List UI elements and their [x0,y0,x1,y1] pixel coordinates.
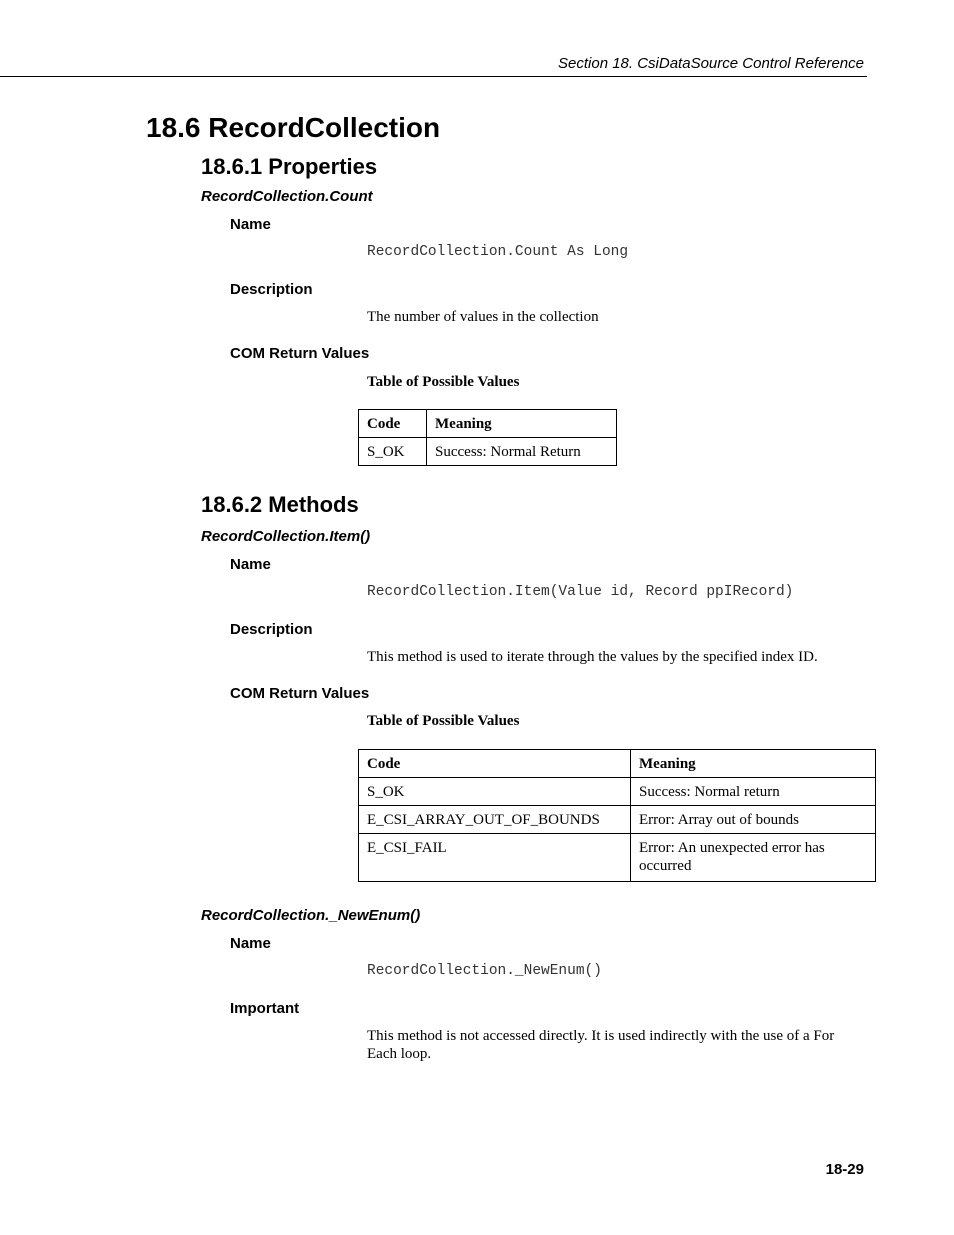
count-description-text: The number of values in the collection [367,309,599,325]
count-name-code: RecordCollection.Count As Long [367,244,629,260]
properties-heading: 18.6.1 Properties [201,154,378,179]
table-header-cell: Meaning [427,410,617,438]
item-values-table [358,749,876,882]
item-table-caption: Table of Possible Values [367,713,520,729]
table-cell-meaning: Success: Normal return [631,778,876,806]
table-cell-code: S_OK [359,778,631,806]
item-com-label: COM Return Values [230,685,370,702]
newenum-important-label: Important [230,1000,300,1017]
table-row [359,834,876,882]
count-com-label: COM Return Values [230,345,370,362]
table-row [359,806,876,834]
newenum-name-code: RecordCollection._NewEnum() [367,963,602,979]
item-heading: RecordCollection.Item() [201,528,371,545]
table-header-cell: Code [359,750,631,778]
methods-heading: 18.6.2 Methods [201,492,359,517]
count-name-label: Name [230,216,271,233]
header-rule [0,76,867,77]
newenum-important-text: This method is not accessed directly. It is used indirectly with the use of a For Each loop. [367,1028,835,1062]
table-cell-meaning: Error: An unexpected error has occurred [631,834,876,882]
table-header-cell: Code [359,410,427,438]
table-row [359,778,876,806]
page-number: 18-29 [825,1161,864,1178]
count-description-label: Description [230,281,313,298]
page-title: 18.6 RecordCollection [146,112,441,143]
item-description-text: This method is used to iterate through the values by the specified index ID. [367,649,818,665]
table-cell-code: E_CSI_FAIL [359,834,631,882]
table-cell-meaning: Error: Array out of bounds [631,806,876,834]
table-cell-code: S_OK [359,438,427,466]
newenum-name-label: Name [230,935,271,952]
table-cell-code: E_CSI_ARRAY_OUT_OF_BOUNDS [359,806,631,834]
count-values-table [358,409,617,466]
running-header: Section 18. CsiDataSource Control Reference [558,55,864,72]
count-table-caption: Table of Possible Values [367,374,520,390]
count-heading: RecordCollection.Count [201,188,373,205]
item-name-code: RecordCollection.Item(Value id, Record ppIRecord) [367,584,794,600]
newenum-heading: RecordCollection._NewEnum() [201,907,421,924]
table-cell-meaning: Success: Normal Return [427,438,617,466]
item-description-label: Description [230,621,313,638]
table-header-row [359,410,617,438]
item-name-label: Name [230,556,271,573]
table-header-row [359,750,876,778]
table-row [359,438,617,466]
table-header-cell: Meaning [631,750,876,778]
